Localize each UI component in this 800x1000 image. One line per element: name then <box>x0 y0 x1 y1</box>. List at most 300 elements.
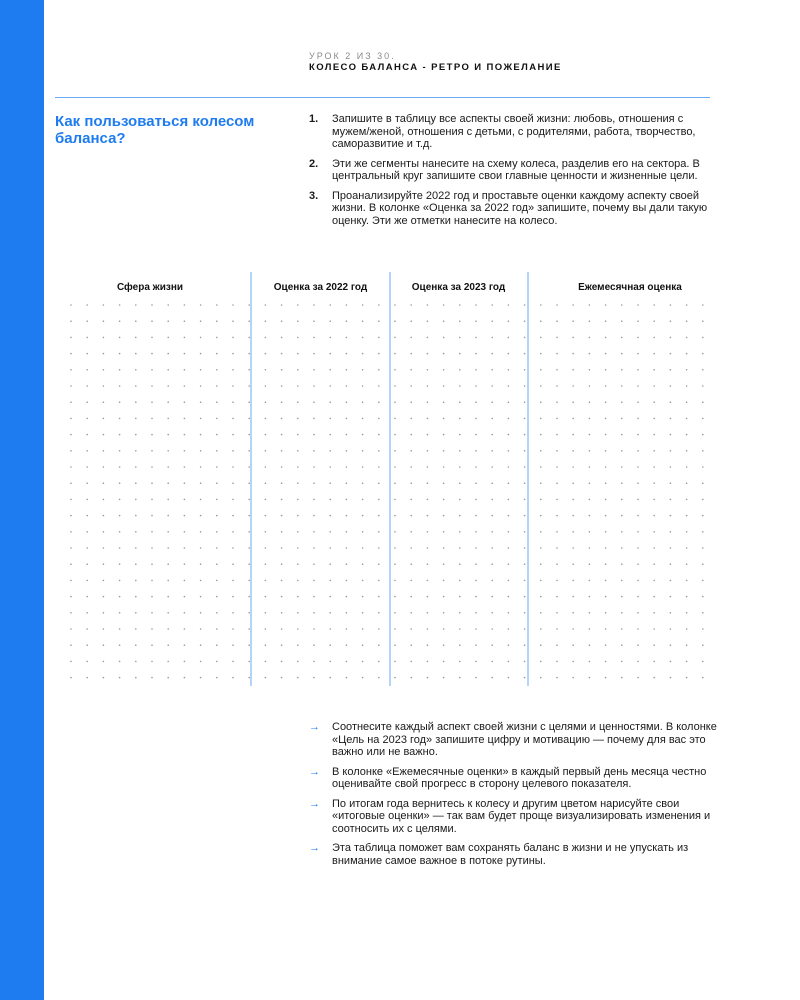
grid-dot <box>151 596 153 598</box>
grid-dot <box>232 369 234 371</box>
grid-dot <box>167 369 169 371</box>
grid-dot <box>605 628 607 630</box>
grid-dot <box>653 612 655 614</box>
grid-dot <box>572 515 574 517</box>
grid-dot <box>508 337 510 339</box>
grid-dot <box>248 612 250 614</box>
grid-dot <box>216 337 218 339</box>
grid-dot <box>281 547 283 549</box>
grid-dot <box>200 547 202 549</box>
grid-dot <box>702 580 704 582</box>
grid-dot <box>589 531 591 533</box>
grid-dot <box>378 596 380 598</box>
grid-dot <box>540 418 542 420</box>
grid-dot <box>281 612 283 614</box>
grid-dot <box>329 644 331 646</box>
grid-dot <box>491 385 493 387</box>
grid-dot <box>621 596 623 598</box>
grid-dot <box>459 499 461 501</box>
grid-dot <box>216 644 218 646</box>
grid-dot <box>329 499 331 501</box>
grid-dot <box>491 563 493 565</box>
grid-dot <box>410 580 412 582</box>
grid-dot <box>410 304 412 306</box>
grid-dot <box>410 385 412 387</box>
grid-dot <box>394 466 396 468</box>
grid-dot <box>378 369 380 371</box>
grid-dot <box>313 628 315 630</box>
grid-dot <box>524 677 526 679</box>
grid-dot <box>556 337 558 339</box>
grid-dot <box>378 320 380 322</box>
grid-dot <box>443 499 445 501</box>
grid-dot <box>378 661 380 663</box>
grid-dot <box>216 369 218 371</box>
grid-dot <box>540 337 542 339</box>
tip-item <box>309 798 719 836</box>
grid-dot <box>524 596 526 598</box>
grid-dot <box>151 531 153 533</box>
grid-dot <box>151 661 153 663</box>
grid-dot <box>621 353 623 355</box>
grid-dot <box>605 515 607 517</box>
grid-dot <box>362 580 364 582</box>
grid-dot <box>475 353 477 355</box>
grid-dot <box>232 466 234 468</box>
grid-dot <box>540 515 542 517</box>
lesson-title: КОЛЕСО БАЛАНСА - РЕТРО И ПОЖЕЛАНИЕ <box>309 62 562 73</box>
grid-dot <box>216 661 218 663</box>
grid-dot <box>508 499 510 501</box>
grid-dot <box>216 563 218 565</box>
grid-dot <box>572 661 574 663</box>
grid-dot <box>151 337 153 339</box>
grid-dot <box>119 450 121 452</box>
grid-dot <box>475 580 477 582</box>
grid-dot <box>589 661 591 663</box>
grid-dot <box>151 515 153 517</box>
grid-dot <box>167 482 169 484</box>
grid-dot <box>670 450 672 452</box>
grid-dot <box>540 353 542 355</box>
grid-dot <box>589 547 591 549</box>
grid-dot <box>103 385 105 387</box>
grid-dot <box>135 661 137 663</box>
grid-dot <box>151 580 153 582</box>
grid-dot <box>556 661 558 663</box>
grid-dot <box>313 612 315 614</box>
grid-dot <box>119 353 121 355</box>
grid-dot <box>216 353 218 355</box>
step-text: Эти же сегменты нанесите на схему колеса, разделив его на сектора. В центральный круг запишите свои главные ценности и жизненные цели. <box>332 157 700 182</box>
grid-dot <box>70 596 72 598</box>
grid-dot <box>605 644 607 646</box>
grid-dot <box>200 401 202 403</box>
grid-dot <box>491 531 493 533</box>
grid-dot <box>508 304 510 306</box>
grid-dot <box>605 304 607 306</box>
grid-dot <box>313 580 315 582</box>
grid-dot <box>70 612 72 614</box>
grid-dot <box>167 628 169 630</box>
grid-dot <box>572 612 574 614</box>
grid-dot <box>346 644 348 646</box>
grid-dot <box>702 418 704 420</box>
grid-dot <box>621 466 623 468</box>
grid-dot <box>524 434 526 436</box>
grid-dot <box>216 677 218 679</box>
grid-dot <box>103 304 105 306</box>
grid-dot <box>508 661 510 663</box>
grid-dot <box>248 482 250 484</box>
grid-dot <box>556 612 558 614</box>
grid-dot <box>589 466 591 468</box>
grid-dot <box>281 661 283 663</box>
grid-dot <box>151 320 153 322</box>
grid-dot <box>200 661 202 663</box>
grid-dot <box>313 515 315 517</box>
grid-dot <box>443 466 445 468</box>
grid-dot <box>572 644 574 646</box>
grid-dot <box>151 418 153 420</box>
grid-dot <box>265 482 267 484</box>
grid-dot <box>119 304 121 306</box>
grid-dot <box>151 628 153 630</box>
grid-dot <box>313 466 315 468</box>
grid-dot <box>621 563 623 565</box>
grid-dot <box>200 580 202 582</box>
grid-dot <box>556 320 558 322</box>
grid-dot <box>232 644 234 646</box>
grid-dot <box>184 466 186 468</box>
grid-dot <box>670 580 672 582</box>
grid-dot <box>135 320 137 322</box>
grid-dot <box>637 677 639 679</box>
grid-dot <box>297 677 299 679</box>
grid-dot <box>232 401 234 403</box>
grid-dot <box>589 499 591 501</box>
grid-dot <box>605 418 607 420</box>
grid-dot <box>184 353 186 355</box>
grid-dot <box>621 612 623 614</box>
grid-dot <box>443 547 445 549</box>
grid-dot <box>394 320 396 322</box>
grid-dot <box>378 337 380 339</box>
grid-dot <box>410 499 412 501</box>
grid-dot <box>637 385 639 387</box>
grid-dot <box>702 547 704 549</box>
grid-dot <box>86 677 88 679</box>
grid-dot <box>508 677 510 679</box>
grid-dot <box>362 563 364 565</box>
grid-dot <box>313 418 315 420</box>
grid-dot <box>410 547 412 549</box>
grid-dot <box>265 385 267 387</box>
grid-dot <box>540 369 542 371</box>
grid-dot <box>702 596 704 598</box>
grid-dot <box>556 677 558 679</box>
grid-dot <box>135 434 137 436</box>
grid-dot <box>151 401 153 403</box>
grid-dot <box>119 547 121 549</box>
grid-dot <box>329 385 331 387</box>
grid-dot <box>313 434 315 436</box>
grid-dot <box>653 644 655 646</box>
grid-dot <box>151 450 153 452</box>
grid-dot <box>200 563 202 565</box>
grid-dot <box>621 482 623 484</box>
grid-dot <box>232 628 234 630</box>
grid-dot <box>427 385 429 387</box>
grid-dot <box>248 661 250 663</box>
grid-dot <box>119 563 121 565</box>
grid-dot <box>232 547 234 549</box>
grid-dot <box>637 337 639 339</box>
grid-dot <box>475 563 477 565</box>
grid-dot <box>475 499 477 501</box>
grid-dot <box>184 401 186 403</box>
grid-dot <box>378 434 380 436</box>
grid-dot <box>329 677 331 679</box>
grid-dot <box>362 596 364 598</box>
grid-dot <box>103 450 105 452</box>
grid-dot <box>621 385 623 387</box>
grid-dot <box>524 385 526 387</box>
grid-dot <box>362 418 364 420</box>
grid-dot <box>443 450 445 452</box>
grid-dot <box>394 661 396 663</box>
grid-dot <box>346 450 348 452</box>
grid-dot <box>378 304 380 306</box>
grid-dot <box>216 450 218 452</box>
grid-dot <box>378 401 380 403</box>
grid-dot <box>524 337 526 339</box>
grid-dot <box>653 482 655 484</box>
grid-dot <box>346 418 348 420</box>
grid-dot <box>119 499 121 501</box>
tip-text: По итогам года вернитесь к колесу и другим цветом нарисуйте свои «итоговые оценки» — так вам будет проще визуализировать изменения и соотносить их с целями. <box>332 797 711 835</box>
grid-dot <box>394 677 396 679</box>
grid-dot <box>410 320 412 322</box>
grid-dot <box>475 628 477 630</box>
grid-dot <box>427 369 429 371</box>
grid-dot <box>200 337 202 339</box>
grid-dot <box>232 596 234 598</box>
grid-dot <box>103 531 105 533</box>
grid-dot <box>86 628 88 630</box>
grid-dot <box>232 418 234 420</box>
grid-dot <box>653 337 655 339</box>
grid-dot <box>621 628 623 630</box>
grid-dot <box>686 499 688 501</box>
grid-dot <box>475 369 477 371</box>
grid-dot <box>540 580 542 582</box>
grid-dot <box>443 369 445 371</box>
grid-dot <box>589 482 591 484</box>
grid-dot <box>556 596 558 598</box>
grid-dot <box>686 320 688 322</box>
grid-dot <box>653 401 655 403</box>
grid-dot <box>313 353 315 355</box>
grid-dot <box>313 499 315 501</box>
grid-dot <box>184 385 186 387</box>
grid-dot <box>410 515 412 517</box>
grid-dot <box>184 661 186 663</box>
grid-dot <box>297 596 299 598</box>
grid-dot <box>70 337 72 339</box>
grid-dot <box>232 482 234 484</box>
grid-dot <box>378 482 380 484</box>
grid-dot <box>346 369 348 371</box>
grid-dot <box>200 450 202 452</box>
grid-dot <box>362 304 364 306</box>
grid-dot <box>670 320 672 322</box>
grid-dot <box>589 628 591 630</box>
grid-dot <box>329 482 331 484</box>
grid-dot <box>443 644 445 646</box>
grid-dot <box>686 547 688 549</box>
step-number: 2. <box>309 157 319 170</box>
grid-dot <box>346 628 348 630</box>
grid-dot <box>378 450 380 452</box>
grid-dot <box>135 369 137 371</box>
grid-dot <box>653 418 655 420</box>
grid-dot <box>297 418 299 420</box>
grid-dot <box>167 434 169 436</box>
grid-dot <box>297 499 299 501</box>
grid-dot <box>556 466 558 468</box>
grid-dot <box>524 612 526 614</box>
grid-dot <box>200 677 202 679</box>
grid-dot <box>297 563 299 565</box>
grid-dot <box>281 580 283 582</box>
grid-dot <box>459 450 461 452</box>
grid-dot <box>135 353 137 355</box>
grid-dot <box>702 499 704 501</box>
grid-dot <box>475 418 477 420</box>
grid-dot <box>653 677 655 679</box>
grid-dot <box>329 450 331 452</box>
grid-dot <box>572 320 574 322</box>
grid-dot <box>265 499 267 501</box>
grid-dot <box>167 401 169 403</box>
grid-dot <box>556 515 558 517</box>
grid-dot <box>151 547 153 549</box>
arrow-right-icon: → <box>309 721 320 733</box>
grid-dot <box>232 353 234 355</box>
grid-dot <box>362 401 364 403</box>
grid-dot <box>572 499 574 501</box>
grid-dot <box>362 450 364 452</box>
grid-dot <box>524 547 526 549</box>
grid-dot <box>653 580 655 582</box>
grid-dot <box>653 661 655 663</box>
grid-dot <box>313 547 315 549</box>
grid-dot <box>508 369 510 371</box>
grid-dot <box>394 580 396 582</box>
grid-dot <box>297 531 299 533</box>
grid-dot <box>119 580 121 582</box>
grid-dot <box>103 596 105 598</box>
grid-dot <box>572 401 574 403</box>
grid-dot <box>248 320 250 322</box>
grid-dot <box>329 661 331 663</box>
grid-dot <box>329 353 331 355</box>
grid-dot <box>459 304 461 306</box>
grid-dot <box>200 499 202 501</box>
grid-dot <box>427 661 429 663</box>
grid-dot <box>491 644 493 646</box>
grid-dot <box>653 499 655 501</box>
grid-dot <box>167 563 169 565</box>
grid-dot <box>508 401 510 403</box>
grid-dot <box>281 385 283 387</box>
grid-dot <box>605 369 607 371</box>
grid-dot <box>378 677 380 679</box>
grid-dot <box>135 385 137 387</box>
grid-dot <box>427 304 429 306</box>
grid-dot <box>281 418 283 420</box>
grid-dot <box>184 418 186 420</box>
grid-dot <box>346 385 348 387</box>
grid-dot <box>265 580 267 582</box>
grid-dot <box>167 612 169 614</box>
grid-dot <box>410 450 412 452</box>
grid-dot <box>313 531 315 533</box>
grid-dot <box>378 515 380 517</box>
grid-dot <box>670 434 672 436</box>
grid-dot <box>151 353 153 355</box>
grid-dot <box>167 450 169 452</box>
grid-dot <box>232 385 234 387</box>
grid-dot <box>686 337 688 339</box>
grid-dot <box>540 677 542 679</box>
grid-dot <box>135 563 137 565</box>
grid-dot <box>605 466 607 468</box>
grid-dot <box>491 401 493 403</box>
grid-dot <box>394 628 396 630</box>
grid-dot <box>378 580 380 582</box>
grid-dot <box>556 450 558 452</box>
grid-dot <box>410 644 412 646</box>
grid-dot <box>70 434 72 436</box>
grid-dot <box>653 547 655 549</box>
grid-dot <box>686 531 688 533</box>
grid-dot <box>281 482 283 484</box>
grid-dot <box>248 466 250 468</box>
grid-dot <box>524 401 526 403</box>
grid-dot <box>70 482 72 484</box>
grid-dot <box>346 434 348 436</box>
grid-dot <box>265 353 267 355</box>
grid-dot <box>394 450 396 452</box>
step-number: 3. <box>309 189 319 202</box>
grid-dot <box>135 304 137 306</box>
grid-dot <box>670 418 672 420</box>
grid-dot <box>524 353 526 355</box>
grid-dot <box>265 418 267 420</box>
grid-dot <box>524 369 526 371</box>
grid-dot <box>653 515 655 517</box>
grid-dot <box>637 434 639 436</box>
grid-dot <box>410 596 412 598</box>
grid-dot <box>167 661 169 663</box>
grid-dot <box>491 369 493 371</box>
grid-dot <box>686 434 688 436</box>
grid-dot <box>443 337 445 339</box>
grid-dot <box>540 499 542 501</box>
grid-dot <box>653 531 655 533</box>
